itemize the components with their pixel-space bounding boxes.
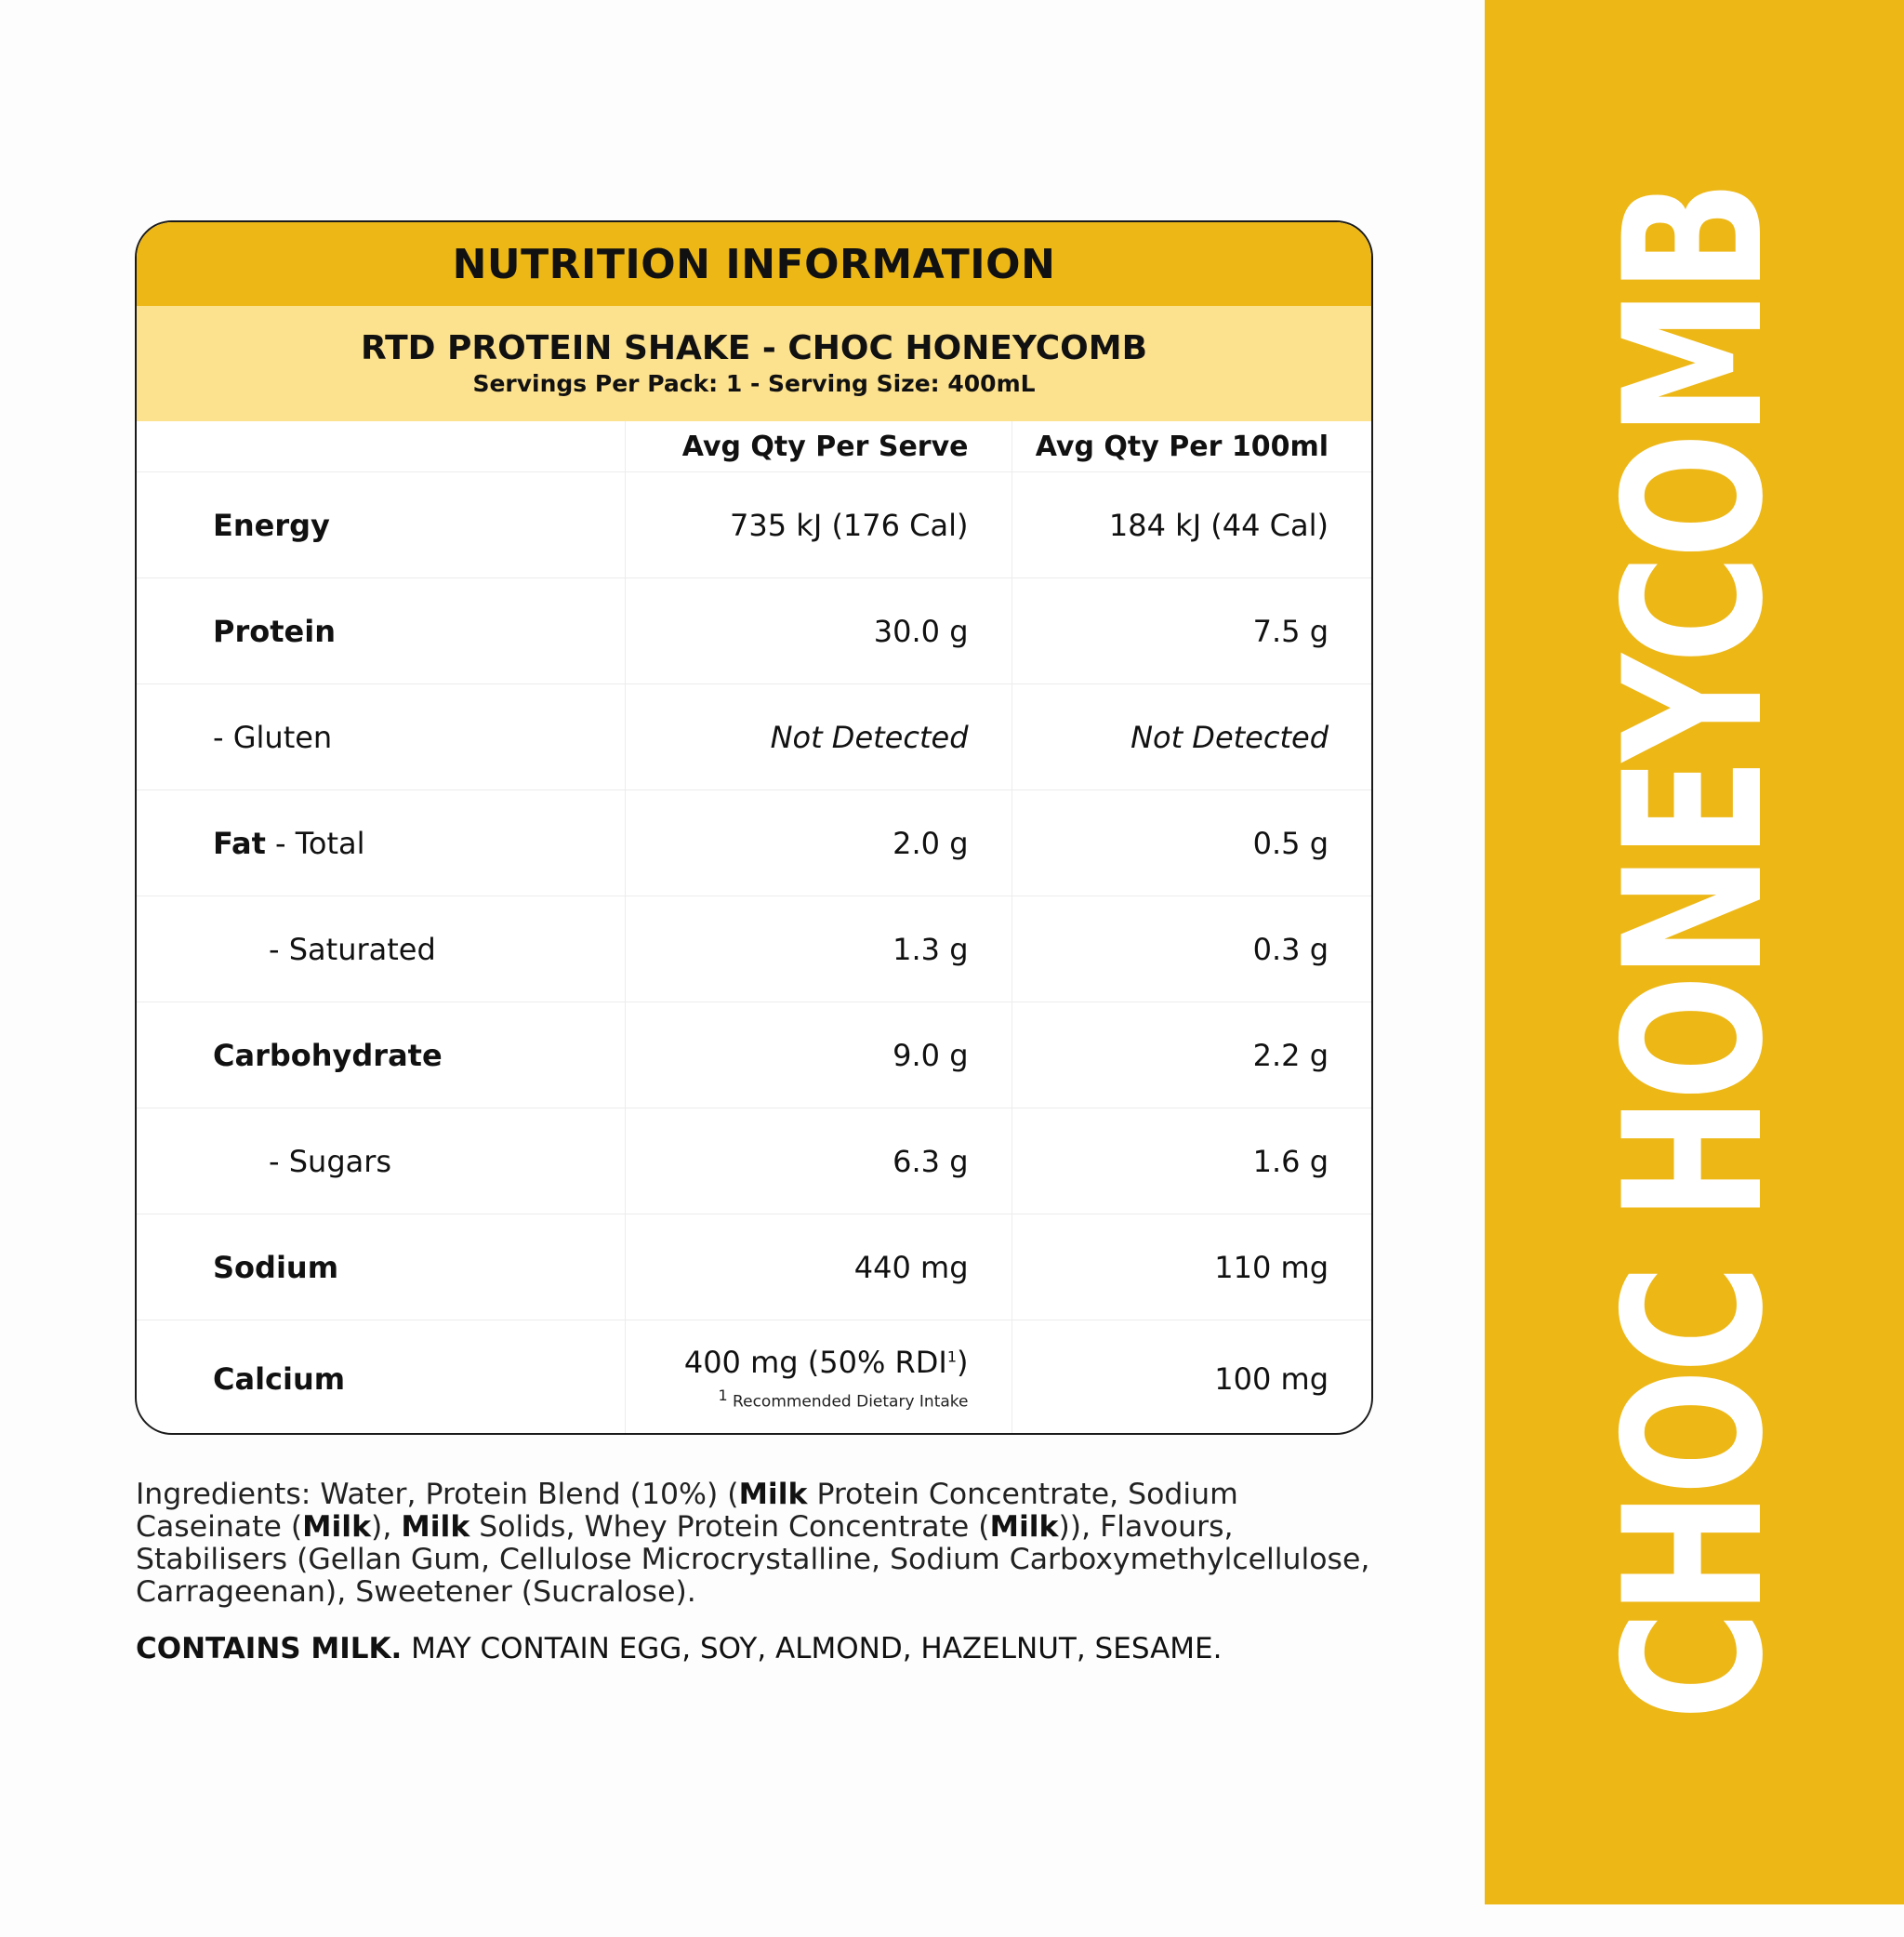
value-per-100ml: 0.3 g	[1012, 896, 1371, 1002]
value-per-serve: 440 mg	[625, 1214, 1012, 1320]
nutrient-name: Protein	[137, 578, 625, 684]
nutrient-name: Calcium	[213, 1360, 346, 1397]
product-name: RTD PROTEIN SHAKE - CHOC HONEYCOMB	[360, 328, 1148, 367]
value-per-serve: 9.0 g	[625, 1002, 1012, 1108]
column-header-per-serve: Avg Qty Per Serve	[625, 421, 1012, 472]
nutrient-name: Energy	[137, 472, 625, 578]
table-row	[137, 1214, 1371, 1320]
panel-header	[137, 222, 1371, 306]
nutrient-name: - Gluten	[137, 684, 625, 790]
value-per-100ml: 2.2 g	[1012, 1002, 1371, 1108]
table-row	[137, 896, 1371, 1002]
value-per-serve: 30.0 g	[625, 578, 1012, 684]
table-row	[137, 684, 1371, 790]
side-title: CHOC HONEYCOMB	[1583, 184, 1805, 1720]
allergen-may-contain: MAY CONTAIN EGG, SOY, ALMOND, HAZELNUT, SESAME.	[402, 1632, 1223, 1665]
calcium-value	[683, 1344, 969, 1380]
nutrition-table	[137, 421, 1371, 1435]
footnote-text: Recommended Dietary Intake	[727, 1392, 969, 1412]
table-row	[137, 578, 1371, 684]
value-per-serve: 2.0 g	[625, 790, 1012, 896]
nutrient-name: - Saturated	[137, 896, 625, 1002]
allergen-contains: CONTAINS MILK.	[136, 1632, 403, 1665]
calcium-value-close: )	[957, 1344, 969, 1380]
value-per-100ml: 0.5 g	[1012, 790, 1371, 896]
ingredients-text: Ingredients: Water, Protein Blend (10%) (Milk Protein Concentrate, Sodium Caseinate (Milk), Milk Solids, Whey Protein Concentrate (Milk)), Flavours, Stabilisers (Gellan Gum, Cellulose Microcrystalline, Sodium Carboxymethylcellulose, Carrageenan), Sweetener (Sucralose).	[136, 1478, 1370, 1609]
nutrient-name-bold: Fat	[213, 825, 266, 861]
footnote-marker: 1	[946, 1347, 958, 1365]
value-per-serve	[625, 1320, 1012, 1436]
table-row	[137, 1320, 1371, 1436]
value-per-serve: Not Detected	[625, 684, 1012, 790]
calcium-value-text: 400 mg (50% RDI	[683, 1344, 947, 1380]
footnote-marker: 1	[718, 1386, 728, 1404]
value-per-serve: 6.3 g	[625, 1108, 1012, 1214]
nutrient-name: Sodium	[137, 1214, 625, 1320]
nutrient-name	[137, 790, 625, 896]
table-row	[137, 1002, 1371, 1108]
calcium-value-wrap	[626, 1344, 969, 1412]
value-per-serve: 735 kJ (176 Cal)	[625, 472, 1012, 578]
table-row	[137, 1108, 1371, 1214]
nutrient-name: - Sugars	[137, 1108, 625, 1214]
serving-info: Servings Per Pack: 1 - Serving Size: 400mL	[472, 370, 1036, 398]
value-per-100ml: 7.5 g	[1012, 578, 1371, 684]
value-per-100ml: 184 kJ (44 Cal)	[1012, 472, 1371, 578]
side-band	[1485, 0, 1904, 1904]
footnote	[718, 1386, 968, 1412]
column-header-nutrient	[137, 421, 625, 472]
panel-title: NUTRITION INFORMATION	[452, 240, 1056, 288]
table-header-row	[137, 421, 1371, 472]
panel-subheader	[137, 306, 1371, 421]
nutrient-name-rest: - Total	[265, 825, 365, 861]
table-row	[137, 472, 1371, 578]
nutrient-name: Carbohydrate	[137, 1002, 625, 1108]
value-per-100ml: 110 mg	[1012, 1214, 1371, 1320]
column-header-per-100ml: Avg Qty Per 100ml	[1012, 421, 1371, 472]
value-per-100ml: 1.6 g	[1012, 1108, 1371, 1214]
allergen-statement	[136, 1632, 1372, 1665]
value-per-serve: 1.3 g	[625, 896, 1012, 1002]
value-per-100ml: Not Detected	[1012, 684, 1371, 790]
nutrition-panel	[135, 220, 1373, 1435]
value-per-100ml: 100 mg	[1012, 1320, 1371, 1436]
table-row	[137, 790, 1371, 896]
